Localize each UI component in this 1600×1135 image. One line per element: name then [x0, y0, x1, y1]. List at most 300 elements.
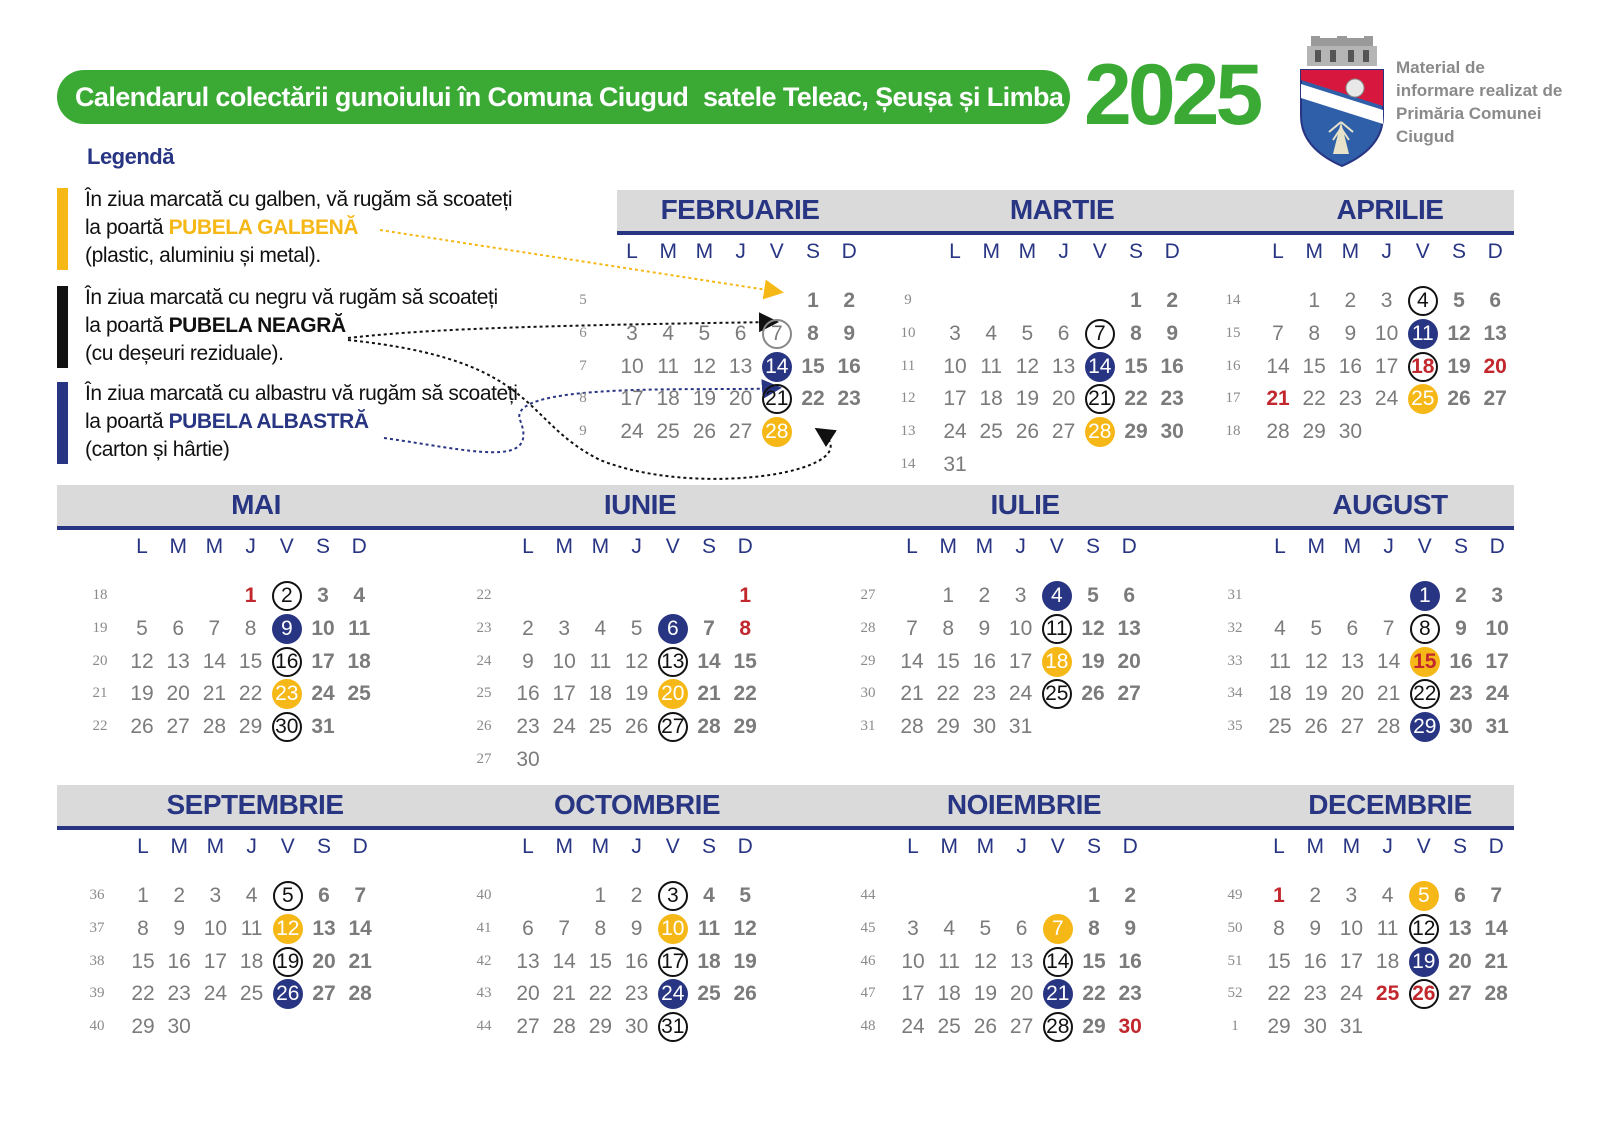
calendar-day: 14: [1484, 916, 1508, 940]
weekday-label: J: [1015, 535, 1026, 558]
calendar-day: 4: [353, 584, 366, 607]
coat-of-arms-icon: [1297, 36, 1387, 168]
calendar-day: 6: [522, 916, 534, 940]
calendar-day: 9: [630, 916, 643, 940]
weekday-label: M: [170, 835, 188, 858]
calendar-day: 4: [245, 884, 258, 907]
weekday-label: M: [206, 835, 225, 858]
month-name: AUGUST: [1332, 489, 1448, 520]
calendar-day: 11: [1376, 916, 1399, 940]
calendar-day: 6: [1057, 321, 1070, 345]
calendar-day: 7: [354, 884, 367, 907]
calendar-day: 25: [937, 1015, 961, 1039]
weekday-label: M: [169, 535, 187, 558]
calendar-day: 16: [624, 949, 649, 973]
day-black-bin: 5: [273, 881, 303, 911]
day-blue-bin: 19: [1409, 947, 1439, 977]
calendar-day: 27: [516, 1015, 540, 1039]
calendar-day: 9: [1166, 321, 1179, 345]
week-number: 18: [92, 587, 108, 603]
calendar-day: 11: [348, 616, 371, 640]
calendar-day: 26: [1304, 715, 1328, 739]
calendar-day: 1: [1088, 884, 1100, 907]
weekday-label: J: [631, 535, 642, 558]
week-number: 20: [92, 652, 108, 669]
calendar-day: 1: [1308, 289, 1321, 312]
calendar-day: 17: [1339, 949, 1364, 973]
calendar-day: 22: [131, 982, 155, 1006]
calendar-day: 3: [907, 916, 919, 940]
calendar-day: 5: [136, 616, 148, 640]
calendar-day: 15: [1267, 949, 1291, 973]
weekday-label: S: [701, 835, 716, 858]
calendar-day: 12: [1015, 354, 1040, 378]
calendar-day: 9: [1124, 916, 1137, 940]
weekday-label: S: [1452, 835, 1467, 858]
calendar-day: 10: [1374, 321, 1399, 345]
day-black-bin: 12: [1409, 914, 1439, 944]
month-name: SEPTEMBRIE: [166, 789, 344, 820]
calendar-day: 14: [202, 649, 227, 673]
day-black-bin: 31: [658, 1012, 688, 1042]
day-black-bin: 8: [1410, 614, 1440, 644]
calendar-day: 23: [1160, 387, 1184, 411]
weekday-label: M: [1341, 240, 1360, 263]
week-number: 6: [579, 324, 587, 341]
week-number: 38: [89, 952, 105, 969]
weekday-label: L: [626, 240, 638, 263]
day-yellow-bin: 28: [1085, 417, 1115, 447]
week-number: 17: [1225, 390, 1241, 407]
calendar-day: 4: [594, 616, 607, 640]
week-number: 34: [1227, 685, 1243, 702]
calendar-day: 4: [1381, 884, 1394, 907]
weekday-label: J: [735, 240, 746, 263]
weekday-label: J: [1016, 835, 1027, 858]
week-number: 14: [900, 456, 916, 472]
weekday-label: M: [555, 535, 573, 558]
calendar-day: 11: [589, 649, 612, 673]
calendar-day: 13: [1483, 321, 1507, 345]
weekday-label: S: [316, 835, 331, 858]
weekday-label: D: [737, 835, 753, 858]
day-black-bin: 21: [1085, 384, 1115, 414]
calendar-day: 20: [166, 682, 190, 706]
week-number: 50: [1227, 919, 1243, 936]
weekday-label: M: [591, 835, 610, 858]
day-blue-bin: 14: [1085, 352, 1115, 382]
calendar-day: 12: [1304, 649, 1328, 673]
weekday-label: M: [659, 240, 677, 263]
calendar-day: 30: [516, 748, 540, 771]
week-number: 30: [860, 685, 876, 702]
calendar-day: 23: [167, 982, 191, 1006]
weekday-label: M: [1306, 835, 1324, 858]
calendar-day: 8: [1088, 916, 1100, 940]
calendar-day: 10: [552, 649, 576, 673]
calendar-day: 10: [203, 916, 228, 940]
calendar-day: 15: [238, 649, 263, 673]
calendar-day: 22: [733, 682, 757, 706]
calendar-day: 28: [202, 715, 227, 739]
calendar-day: 8: [739, 616, 752, 640]
month-name: OCTOMBRIE: [553, 789, 721, 820]
weekday-label: J: [1381, 240, 1392, 263]
weekday-label: V: [1417, 535, 1432, 558]
calendar-day: 25: [1268, 715, 1292, 739]
week-number: 40: [89, 1018, 105, 1035]
calendar-day: 4: [703, 884, 715, 907]
weekday-label: V: [1415, 240, 1430, 263]
calendar-day: 31: [943, 453, 967, 476]
calendar-day: 31: [1339, 1015, 1364, 1039]
calendar-day: 19: [973, 982, 998, 1006]
calendar-day: 12: [1081, 616, 1105, 640]
weekday-label: S: [701, 535, 716, 558]
day-black-bin: 26: [1409, 979, 1439, 1009]
calendar-day: 28: [348, 982, 372, 1006]
calendar-day: 19: [733, 949, 757, 973]
calendar-day: 25: [347, 682, 371, 706]
calendar-day: 2: [1309, 884, 1322, 907]
calendar-day: 6: [1489, 289, 1502, 312]
day-yellow-bin: 15: [1410, 647, 1440, 677]
calendar-day: 16: [516, 682, 540, 706]
legend-line: (carton și hârtie): [85, 438, 230, 461]
weekday-label: V: [1050, 835, 1065, 858]
day-blue-bin: 29: [1410, 712, 1440, 742]
calendar-day: 17: [620, 387, 644, 411]
day-black-bin: 18: [1408, 352, 1438, 382]
calendar-day: 10: [1485, 616, 1509, 640]
week-number: 39: [89, 985, 105, 1002]
legend-line: În ziua marcată cu negru vă rugăm să scoateți: [85, 286, 498, 309]
calendar-day: 7: [906, 616, 918, 640]
calendar-day: 19: [130, 682, 154, 706]
calendar-day: 20: [312, 949, 336, 973]
week-number: 42: [476, 952, 492, 969]
calendar-day: 2: [1166, 289, 1179, 312]
calendar-day: 17: [311, 649, 335, 673]
weekday-label: M: [940, 835, 958, 858]
calendar-day: 6: [1015, 916, 1028, 940]
calendar-day: 25: [697, 982, 721, 1006]
calendar-day: 21: [202, 682, 227, 706]
weekday-label: L: [949, 240, 961, 263]
calendar-day: 27: [1448, 982, 1472, 1006]
calendar-day: 12: [973, 949, 998, 973]
week-number: 22: [92, 718, 108, 735]
calendar-day: 9: [1455, 616, 1467, 640]
calendar-day: 3: [558, 616, 571, 640]
week-number: 27: [860, 587, 876, 603]
calendar-day: 15: [733, 649, 757, 673]
calendar-day: 23: [837, 387, 861, 411]
calendar-day: 30: [1338, 420, 1363, 444]
calendar-day: 18: [588, 682, 613, 706]
weekday-label: L: [906, 535, 918, 558]
calendar-day: 10: [311, 616, 335, 640]
week-number: 27: [476, 751, 492, 767]
calendar-day: 22: [238, 682, 263, 706]
week-number: 52: [1227, 985, 1243, 1002]
weekday-label: S: [805, 240, 820, 263]
week-number: 29: [860, 652, 876, 669]
day-black-bin: 7: [1085, 319, 1115, 349]
calendar-day: 3: [949, 321, 961, 345]
calendar-day: 7: [1490, 884, 1503, 907]
info-note: [1396, 56, 1562, 148]
day-blue-bin: 26: [273, 979, 303, 1009]
legend-title: Legendă: [87, 144, 174, 169]
calendar-day: 27: [166, 715, 190, 739]
calendar-day: 14: [1376, 649, 1401, 673]
calendar-day: 19: [624, 682, 649, 706]
calendar-day: 17: [1008, 649, 1033, 673]
calendar-day: 30: [1160, 420, 1184, 444]
calendar-day: 10: [943, 354, 967, 378]
calendar-day: 24: [1008, 682, 1033, 706]
calendar-day: 14: [552, 949, 576, 973]
weekday-label: M: [1343, 535, 1362, 558]
calendar-day: 24: [620, 420, 644, 444]
calendar-day: 21: [1376, 682, 1401, 706]
calendar-day: 29: [733, 715, 757, 739]
calendar-day: 8: [1308, 321, 1321, 345]
calendar-day: 27: [312, 982, 336, 1006]
calendar-day: 29: [588, 1015, 613, 1039]
weekday-label: S: [315, 535, 330, 558]
calendar-day: 20: [728, 387, 753, 411]
calendar-day: 27: [1340, 715, 1365, 739]
calendar-day: 5: [979, 916, 992, 940]
week-number: 18: [1225, 423, 1241, 440]
calendar-day: 13: [1051, 354, 1076, 378]
day-yellow-bin: 25: [1408, 384, 1438, 414]
calendar-day: 7: [1272, 321, 1284, 345]
calendar-day: 28: [697, 715, 721, 739]
calendar-day: 8: [594, 916, 607, 940]
calendar-day: 26: [1447, 387, 1471, 411]
calendar-day: 20: [1483, 354, 1507, 378]
week-number: 44: [476, 1018, 492, 1035]
legend-line: În ziua marcată cu galben, vă rugăm să scoateți: [85, 188, 513, 211]
calendar-day: 30: [167, 1015, 191, 1039]
day-black-bin: 3: [658, 881, 688, 911]
calendar-day: 21: [348, 949, 372, 973]
calendar-day: 24: [901, 1015, 925, 1039]
info-line: Material de: [1396, 58, 1485, 77]
calendar-day: 5: [1453, 289, 1465, 312]
weekday-label: J: [246, 835, 257, 858]
calendar-day: 3: [1491, 584, 1504, 607]
calendar-day: 18: [239, 949, 264, 973]
calendar-day: 1: [137, 884, 149, 907]
week-number: 19: [92, 619, 108, 636]
calendar-day: 30: [1118, 1015, 1142, 1039]
week-number: 48: [860, 1018, 876, 1035]
calendar-day: 12: [1447, 321, 1471, 345]
weekday-label: D: [352, 835, 368, 858]
calendar-day: 15: [131, 949, 155, 973]
calendar-day: 22: [1267, 982, 1291, 1006]
calendar-day: 16: [1449, 649, 1473, 673]
calendar-day: 18: [697, 949, 721, 973]
calendar-day: 15: [801, 354, 825, 378]
calendar-day: 18: [937, 982, 961, 1006]
weekday-label: M: [1307, 535, 1325, 558]
calendar-day: 12: [733, 916, 757, 940]
calendar-day: 16: [972, 649, 997, 673]
calendar-day: 13: [516, 949, 540, 973]
calendar-day: 30: [624, 1015, 649, 1039]
weekday-label: V: [279, 535, 294, 558]
calendar-day: 29: [1267, 1015, 1291, 1039]
calendar-day: 26: [1081, 682, 1105, 706]
day-blue-bin: 11: [1408, 319, 1438, 349]
calendar-day: 1: [1273, 884, 1285, 907]
calendar-day: 11: [240, 916, 263, 940]
calendar-day: 2: [522, 616, 534, 640]
calendar-day: 14: [1266, 354, 1290, 378]
calendar-day: 28: [552, 1015, 576, 1039]
week-number: 11: [900, 357, 916, 374]
calendar-day: 2: [978, 584, 991, 607]
calendar-day: 12: [130, 649, 154, 673]
weekday-label: L: [136, 535, 148, 558]
calendar-day: 25: [1375, 982, 1400, 1006]
calendar-day: 19: [1304, 682, 1328, 706]
calendar-day: 19: [1015, 387, 1040, 411]
info-line: Ciugud: [1396, 127, 1455, 146]
calendar-day: 23: [1449, 682, 1473, 706]
calendar-day: 16: [167, 949, 191, 973]
day-grey-circle: 7: [762, 319, 792, 349]
week-number: 24: [476, 652, 492, 669]
calendar-day: 6: [318, 884, 330, 907]
info-line: informare realizat de: [1396, 81, 1563, 100]
weekday-label: V: [1092, 240, 1107, 263]
week-number: 51: [1227, 952, 1243, 969]
calendar-day: 9: [843, 321, 856, 345]
calendar-day: 22: [1302, 387, 1326, 411]
calendar-day: 24: [943, 420, 967, 444]
calendar-day: 28: [1376, 715, 1401, 739]
calendar-day: 9: [1309, 916, 1322, 940]
week-number: 12: [900, 390, 916, 407]
day-black-bin: 30: [272, 712, 302, 742]
calendar-day: 26: [1015, 420, 1040, 444]
calendar-day: 26: [733, 982, 757, 1006]
calendar-day: 7: [703, 616, 715, 640]
calendar-day: 20: [1340, 682, 1365, 706]
calendar-day: 30: [1303, 1015, 1327, 1039]
calendar-day: 24: [203, 982, 228, 1006]
calendar-day: 28: [1484, 982, 1508, 1006]
day-black-bin: 11: [1042, 614, 1072, 644]
calendar-day: 17: [1485, 649, 1509, 673]
weekday-label: L: [907, 835, 919, 858]
calendar-day: 4: [985, 321, 998, 345]
calendar-day: 10: [1339, 916, 1364, 940]
villages-subtitle: satele Teleac, Șeușa și Limba: [703, 82, 1064, 112]
weekday-label: L: [1274, 535, 1286, 558]
calendar-day: 21: [1266, 387, 1290, 411]
weekday-label: V: [1049, 535, 1064, 558]
month-name: NOIEMBRIE: [946, 789, 1102, 820]
week-number: 41: [476, 919, 492, 936]
calendar-day: 26: [624, 715, 649, 739]
calendar-day: 31: [311, 715, 335, 739]
weekday-label: M: [591, 535, 610, 558]
calendar-day: 15: [1124, 354, 1148, 378]
calendar-day: 15: [936, 649, 960, 673]
calendar-day: 13: [1009, 949, 1034, 973]
weekday-label: M: [1018, 240, 1037, 263]
week-number: 21: [92, 685, 108, 702]
calendar-day: 27: [728, 420, 753, 444]
week-number: 44: [860, 887, 876, 903]
calendar-day: 5: [1021, 321, 1034, 345]
day-black-bin: 21: [762, 384, 792, 414]
weekday-label: V: [665, 535, 680, 558]
calendar-day: 16: [1303, 949, 1327, 973]
calendar-day: 13: [728, 354, 753, 378]
day-yellow-bin: 10: [658, 914, 688, 944]
calendar-day: 5: [630, 616, 643, 640]
calendar-day: 11: [697, 916, 721, 940]
calendar-day: 8: [137, 916, 149, 940]
day-blue-bin: 24: [658, 979, 688, 1009]
calendar-day: 13: [1117, 616, 1141, 640]
calendar-day: 5: [1310, 616, 1323, 640]
calendar-day: 16: [1338, 354, 1363, 378]
legend-line: În ziua marcată cu albastru vă rugăm să scoateți: [85, 382, 518, 405]
weekday-label: M: [976, 835, 995, 858]
calendar-day: 4: [662, 321, 675, 345]
blue-bar: [57, 382, 68, 464]
calendar-day: 26: [973, 1015, 998, 1039]
calendar-day: 13: [166, 649, 190, 673]
calendar-day: 31: [1485, 715, 1509, 739]
calendar-day: 1: [739, 584, 752, 607]
calendar-day: 6: [1123, 584, 1136, 607]
calendar-day: 9: [978, 616, 991, 640]
day-black-bin: 25: [1042, 679, 1072, 709]
calendar-day: 3: [1380, 289, 1393, 312]
weekday-label: D: [1488, 835, 1504, 858]
week-number: 40: [476, 887, 492, 903]
week-number: 46: [860, 952, 876, 969]
calendar-day: 7: [558, 916, 571, 940]
calendar-day: 7: [1382, 616, 1395, 640]
weekday-label: V: [769, 240, 784, 263]
month-name: MAI: [231, 489, 281, 520]
day-yellow-bin: 20: [658, 679, 688, 709]
day-yellow-bin: 7: [1043, 914, 1073, 944]
calendar-day: 8: [942, 616, 955, 640]
legend-bin-black: PUBELA NEAGRĂ: [168, 314, 346, 337]
calendar-day: 24: [1339, 982, 1364, 1006]
day-black-bin: 17: [658, 947, 688, 977]
day-black-bin: 27: [658, 712, 688, 742]
week-number: 7: [579, 357, 587, 374]
calendar-day: 29: [131, 1015, 155, 1039]
calendar-day: 1: [244, 584, 257, 607]
calendar-day: 10: [620, 354, 644, 378]
weekday-label: L: [1273, 835, 1285, 858]
calendar-day: 16: [1160, 354, 1184, 378]
